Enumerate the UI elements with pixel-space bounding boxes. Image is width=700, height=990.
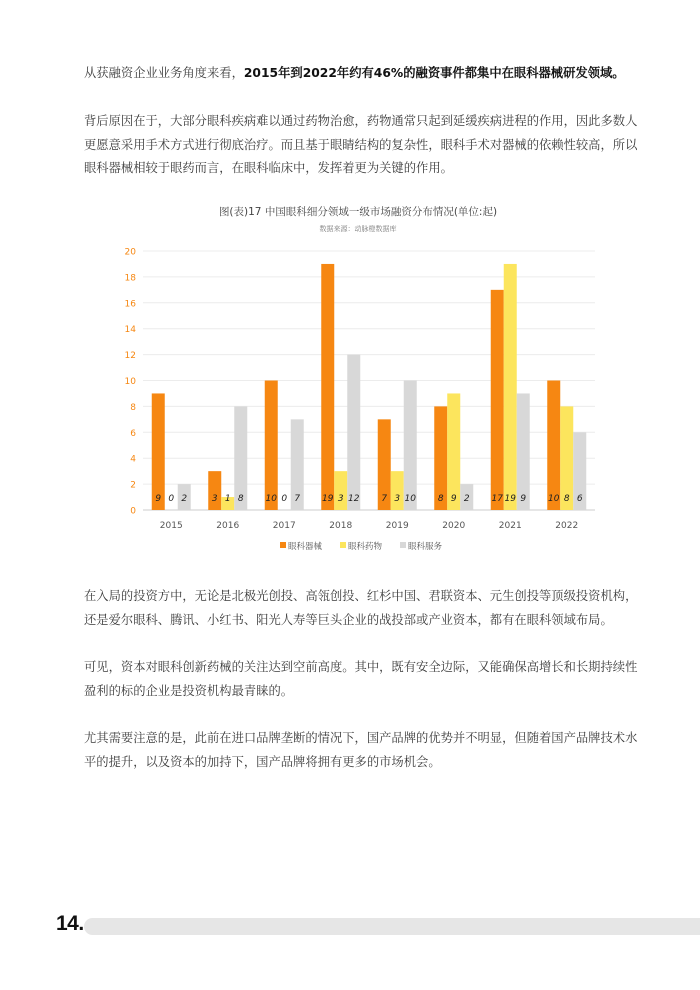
bar-2022-0 (547, 381, 560, 511)
chart-title: 图(表)17 中国眼科细分领域一级市场融资分布情况(单位:起) (218, 206, 498, 218)
data-label: 9 (450, 494, 457, 504)
x-tick-label: 2021 (498, 521, 522, 531)
y-tick-label: 16 (124, 299, 136, 310)
y-tick-label: 20 (124, 247, 136, 258)
y-tick-label: 12 (124, 351, 136, 362)
chart-subtitle: 数据来源：动脉橙数据库 (319, 225, 397, 233)
data-label: 10 (404, 494, 416, 504)
y-tick-label: 18 (124, 273, 136, 284)
bar-2019-2 (404, 381, 417, 511)
y-tick-label: 14 (124, 325, 136, 336)
x-tick-label: 2016 (216, 521, 240, 531)
paragraph-domestic-brands: 尤其需要注意的是，此前在进口品牌垄断的情况下，国产品牌的优势并不明显，但随着国产品牌技术水平的提升，以及资本的加持下，国产品牌将拥有更多的市场机会。 (84, 731, 638, 769)
paragraph-reasons: 背后原因在于，大部分眼科疾病难以通过药物治愈，药物通常只起到延缓疾病进程的作用，因此多数人更愿意采用手术方式进行彻底治疗。而且基于眼睛结构的复杂性，眼科手术对器械的依赖性较高，所以眼科器械相较于眼药而言，在眼科临床中，发挥着更为关键的作用。 (84, 114, 638, 175)
data-label: 19 (322, 494, 334, 504)
data-label: 9 (520, 494, 527, 504)
y-tick-label: 4 (130, 454, 136, 465)
legend-swatch (400, 542, 406, 548)
data-label: 6 (576, 494, 583, 504)
funding-bar-chart (0, 195, 700, 567)
legend-swatch (280, 542, 286, 548)
data-label: 1 (224, 494, 231, 504)
legend-label: 眼科药物 (348, 542, 383, 552)
chart-x-axis (160, 521, 578, 531)
x-tick-label: 2018 (329, 521, 353, 531)
bar-2020-1 (447, 393, 460, 510)
bar-2018-1 (334, 471, 347, 510)
data-label: 0 (281, 494, 288, 504)
data-label: 8 (437, 494, 444, 504)
bar-2018-0 (321, 264, 334, 510)
bar-2018-2 (347, 355, 360, 510)
bar-2016-0 (208, 471, 221, 510)
x-tick-label: 2015 (159, 521, 183, 531)
data-label: 2 (181, 494, 188, 504)
paragraph-intro-text: 从获融资企业业务角度来看， (84, 66, 244, 80)
bar-2019-1 (391, 471, 404, 510)
bar-2015-0 (152, 393, 165, 510)
bar-2021-2 (517, 393, 530, 510)
y-tick-label: 10 (124, 377, 136, 387)
legend-swatch (340, 542, 346, 548)
paragraph-capital-attention: 可见，资本对眼科创新药械的关注达到空前高度。其中，既有安全边际，又能确保高增长和长期持续性盈利的标的企业是投资机构最青睐的。 (84, 660, 638, 698)
data-label: 9 (155, 494, 162, 504)
y-tick-label: 0 (130, 506, 136, 517)
paragraph-highlight-text: 2015年到2022年约有46%的融资事件都集中在眼科器械研发领域。 (243, 66, 625, 80)
data-label: 3 (211, 494, 218, 504)
y-tick-label: 8 (130, 402, 136, 413)
data-label: 7 (294, 494, 301, 504)
data-label: 8 (237, 494, 244, 504)
data-label: 2 (463, 494, 470, 504)
data-label: 19 (504, 494, 516, 504)
data-label: 7 (381, 494, 388, 504)
x-tick-label: 2017 (272, 521, 296, 531)
data-label: 3 (337, 494, 344, 504)
chart-legend (280, 541, 443, 552)
paragraph-funding-focus (84, 62, 644, 86)
data-label: 8 (563, 494, 570, 504)
data-label: 3 (394, 494, 401, 504)
x-tick-label: 2022 (555, 521, 579, 531)
data-label: 12 (348, 494, 360, 504)
chart-y-axis (125, 248, 137, 517)
x-tick-label: 2020 (442, 521, 466, 531)
bar-2021-0 (491, 290, 504, 510)
page-number: 14. (56, 912, 84, 935)
x-tick-label: 2019 (385, 521, 409, 531)
paragraph-investors: 在入局的投资方中，无论是北极光创投、高瓴创投、红杉中国、君联资本、元生创投等顶级投资机构，还是爱尔眼科、腾讯、小红书、阳光人寿等巨头企业的战投部或产业资本，都有在眼科领域布局。 (84, 589, 638, 627)
legend-label: 眼科器械 (288, 542, 323, 552)
data-label: 17 (491, 494, 503, 504)
bar-2017-0 (265, 381, 278, 511)
legend-label: 眼科服务 (408, 542, 443, 552)
y-tick-label: 6 (130, 428, 136, 439)
data-label: 10 (548, 494, 560, 504)
bar-2021-1 (504, 264, 517, 510)
y-tick-label: 2 (130, 480, 136, 491)
footer-bar (84, 918, 700, 935)
chart-bars (152, 264, 587, 510)
data-label: 0 (168, 494, 175, 504)
data-label: 10 (265, 494, 277, 504)
